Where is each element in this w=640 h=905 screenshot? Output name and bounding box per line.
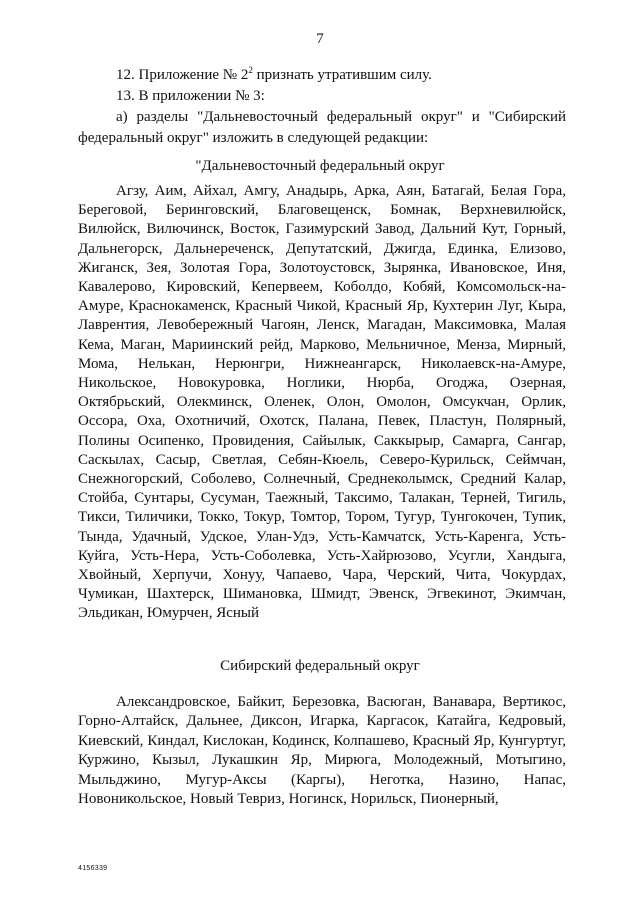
siberian-settlements: Александровское, Байкит, Березовка, Васюган, Ванавара, Вертикос, Горно-Алтайск, Дальнее, Диксон, Игарка, Каргасок, Катайга, Кедровый, Киевский, Киндал, Кислокан, Кодинск, Колпашево, Красный Яр, Кунгуртуг, Куржино, Кызыл, Лукашкин Яр, Мирюга, Молодежный, Мотыгино, Мыльджино, Мугур-Аксы (Каргы), Неготка, Назино, Напас, Новоникольское, Новый Тевриз, Ногинск, Норильск, Пионерный,	[78, 694, 566, 808]
far-east-list	[78, 182, 566, 624]
item-13: 13. В приложении № 3:	[116, 88, 265, 104]
item-12-superscript: 2	[248, 65, 253, 75]
item-12	[78, 65, 566, 86]
siberian-heading: Сибирский федеральный округ	[220, 658, 420, 674]
item-12-text: 12. Приложение № 2	[116, 67, 249, 83]
document-code: 4156339	[78, 865, 108, 872]
item-13a: а) разделы "Дальневосточный федеральный округ" и "Сибирский федеральный округ" изложить в следующей редакции:	[78, 109, 566, 146]
far-east-settlements: Агзу, Аим, Айхал, Амгу, Анадырь, Арка, Аян, Батагай, Белая Гора, Береговой, Беринговский, Благовещенск, Бомнак, Верхневилюйск, Вилюйск, Вилючинск, Восток, Газимурский Завод, Дальний Кут, Горный, Дальнегорск, Дальнереченск, Депутатский, Джигда, Единка, Елизово, Жиганск, Зея, Золотая Гора, Золотоустовск, Зырянка, Ивановское, Иня, Кавалерово, Кировский, Кепервеем, Коболдо, Кобяй, Комсомольск-на-Амуре, Краснокаменск, Красный Чикой, Красный Яр, Кухтерин Луг, Кыра, Лаврентия, Левобережный Чагоян, Ленск, Магадан, Максимовка, Малая Кема, Маган, Мариинский рейд, Марково, Мельничное, Менза, Мирный, Мома, Нелькан, Нерюнгри, Нижнеангарск, Николаевск-на-Амуре, Никольское, Новокуровка, Ноглики, Нюрба, Огоджа, Озерная, Октябрьский, Олекминск, Оленек, Олон, Омолон, Омсукчан, Орлик, Оссора, Оха, Охотничий, Охотск, Палана, Певек, Пластун, Полярный, Полины Осипенко, Провидения, Сайылык, Саккырыр, Самарга, Сангар, Саскылах, Сасыр, Светлая, Себян-Кюель, Северо-Курильск, Сеймчан, Снежногорский, Соболево, Солнечный, Среднеколымск, Средний Калар, Стойба, Сунтары, Сусуман, Таежный, Таксимо, Талакан, Терней, Тигиль, Тикси, Тиличики, Токко, Токур, Томтор, Тором, Тугур, Тунгокочен, Тупик, Тында, Удачный, Удское, Улан-Удэ, Усть-Камчатск, Усть-Каренга, Усть-Куйга, Усть-Нера, Усть-Соболевка, Усть-Хайрюзово, Усугли, Хандыга, Хвойный, Херпучи, Хонуу, Чапаево, Чара, Черский, Чита, Чокурдах, Чумикан, Шахтерск, Шимановка, Шмидт, Эвенск, Эгвекинот, Экимчан, Эльдикан, Юмурчен, Ясный	[78, 183, 566, 622]
far-east-heading: "Дальневосточный федеральный округ	[195, 158, 445, 174]
page-number: 7	[316, 31, 324, 47]
siberian-list	[78, 693, 566, 809]
item-12-text-end: признать утратившим силу.	[252, 67, 432, 83]
amendment-items	[78, 65, 566, 149]
